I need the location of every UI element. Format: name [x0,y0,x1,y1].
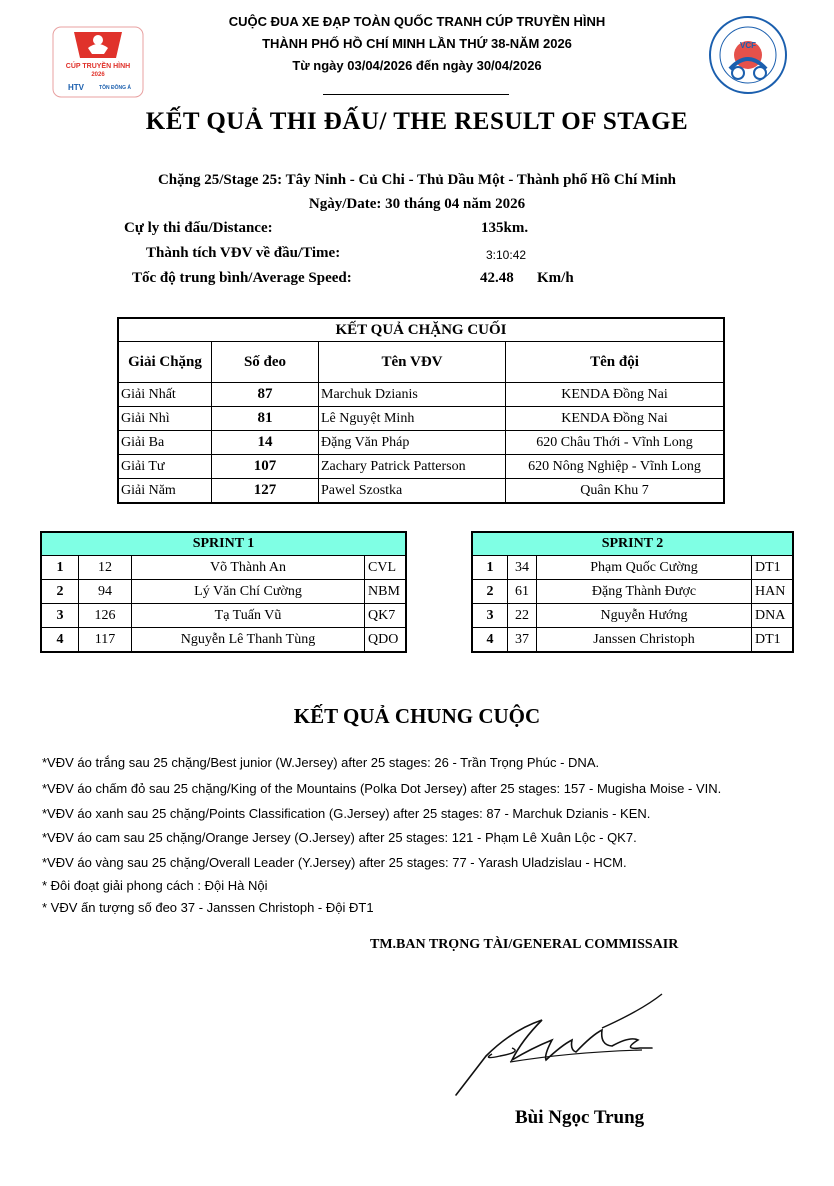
handwritten-signature [452,990,677,1100]
logo-text-htv: HTV [68,83,84,92]
bib-cell: 34 [508,556,537,580]
sprint-2-title: SPRINT 2 [472,532,793,556]
rider-cell: Đặng Văn Pháp [319,431,506,455]
rider-cell: Tạ Tuấn Vũ [132,604,365,628]
bib-cell: 81 [212,407,319,431]
stage-date: Ngày/Date: 30 tháng 04 năm 2026 [308,196,526,212]
team-cell: KENDA Đồng Nai [506,407,725,431]
prize-cell: Giải Ba [118,431,212,455]
rider-cell: Võ Thành An [132,556,365,580]
note-impressive-rider: * VĐV ấn tượng số đeo 37 - Janssen Christoph - Đội ĐT1 [42,900,374,915]
rider-cell: Pawel Szostka [319,479,506,504]
sprint-1-title: SPRINT 1 [41,532,406,556]
team-cell: KENDA Đồng Nai [506,383,725,407]
rank-cell: 4 [472,628,508,653]
bib-cell: 126 [79,604,132,628]
rider-cell: Nguyễn Hướng [537,604,752,628]
table-row [118,479,724,504]
rider-cell: Đặng Thành Được [537,580,752,604]
prize-cell: Giải Nhì [118,407,212,431]
prize-cell: Giải Nhất [118,383,212,407]
table-row [118,383,724,407]
table-row [41,556,406,580]
rank-cell: 1 [472,556,508,580]
rider-cell: Phạm Quốc Cường [537,556,752,580]
header-rider: Tên VĐV [319,342,506,383]
note-best-junior: *VĐV áo trắng sau 25 chặng/Best junior (W.Jersey) after 25 stages: 26 - Trần Trọng Phúc - DNA. [42,755,600,770]
table-row [472,556,793,580]
table-row [118,407,724,431]
bib-cell: 61 [508,580,537,604]
header-line-2: THÀNH PHỐ HỒ CHÍ MINH LẦN THỨ 38-NĂM 2026 [262,36,572,51]
table-row [41,604,406,628]
bib-cell: 94 [79,580,132,604]
rider-cell: Janssen Christoph [537,628,752,653]
distance-value: 135km. [481,220,529,236]
team-code-cell: CVL [365,556,407,580]
team-code-cell: DT1 [752,628,794,653]
table-row [472,580,793,604]
rank-cell: 2 [41,580,79,604]
bib-cell: 117 [79,628,132,653]
team-code-cell: NBM [365,580,407,604]
note-king-of-mountains: *VĐV áo chấm đỏ sau 25 chặng/King of the Mountains (Polka Dot Jersey) after 25 stages: 157 - Mugisha Moise - VIN. [42,781,722,796]
team-cell: Quân Khu 7 [506,479,725,504]
bib-cell: 87 [212,383,319,407]
team-code-cell: DT1 [752,556,794,580]
logo-text-year: 2026 [91,72,105,78]
note-overall-leader: *VĐV áo vàng sau 25 chặng/Overall Leader (Y.Jersey) after 25 stages: 77 - Yarash Uladzislau - HCM. [42,855,627,870]
prize-cell: Giải Tư [118,455,212,479]
header-divider [323,94,509,95]
note-style-team: * Đôi đoạt giải phong cách : Đội Hà Nội [42,878,268,893]
time-label: Thành tích VĐV về đầu/Time: [146,245,341,261]
rider-cell: Zachary Patrick Patterson [319,455,506,479]
speed-label: Tốc độ trung bình/Average Speed: [132,270,352,286]
sprint-1-table [40,531,407,653]
bib-cell: 127 [212,479,319,504]
stage-name: Chặng 25/Stage 25: Tây Ninh - Củ Chi - Thủ Dầu Một - Thành phố Hồ Chí Minh [157,172,677,188]
header-bib: Số đeo [212,342,319,383]
rank-cell: 3 [472,604,508,628]
rider-cell: Nguyễn Lê Thanh Tùng [132,628,365,653]
team-code-cell: QK7 [365,604,407,628]
rank-cell: 1 [41,556,79,580]
header-team: Tên đội [506,342,725,383]
bib-cell: 12 [79,556,132,580]
logo-text-sponsor: TÔN ĐÔNG Á [99,85,131,91]
table-row [41,628,406,653]
rank-cell: 4 [41,628,79,653]
sprint-2-table [471,531,794,653]
speed-unit: Km/h [537,270,574,286]
logo-text-vcf: VCF [740,41,756,50]
commissaire-label: TM.BAN TRỌNG TÀI/GENERAL COMMISSAIR [370,937,679,952]
rank-cell: 2 [472,580,508,604]
table-row [118,431,724,455]
final-results-title: KẾT QUẢ CHUNG CUỘC [293,704,541,728]
stage-results-table [117,317,725,504]
vcf-federation-logo [708,15,788,95]
table-row [41,580,406,604]
table-row [472,604,793,628]
logo-text-cup: CÚP TRUYỀN HÌNH [65,63,131,70]
signer-name: Bùi Ngọc Trung [515,1107,645,1128]
prize-cell: Giải Năm [118,479,212,504]
bib-cell: 107 [212,455,319,479]
results-caption: KẾT QUẢ CHẶNG CUỐI [118,318,724,342]
team-cell: 620 Châu Thới - Vĩnh Long [506,431,725,455]
rank-cell: 3 [41,604,79,628]
time-value: 3:10:42 [486,248,527,262]
team-code-cell: QDO [365,628,407,653]
team-cell: 620 Nông Nghiệp - Vĩnh Long [506,455,725,479]
header-line-3: Từ ngày 03/04/2026 đến ngày 30/04/2026 [292,58,542,73]
tv-cup-logo [52,26,144,98]
rider-cell: Lý Văn Chí Cường [132,580,365,604]
note-orange-jersey: *VĐV áo cam sau 25 chặng/Orange Jersey (O.Jersey) after 25 stages: 121 - Phạm Lê Xuân Lộc - QK7. [42,830,637,845]
bib-cell: 14 [212,431,319,455]
page-title: KẾT QUẢ THI ĐẤU/ THE RESULT OF STAGE [145,108,689,135]
bib-cell: 22 [508,604,537,628]
header-line-1: CUỘC ĐUA XE ĐẠP TOÀN QUỐC TRANH CÚP TRUYỀN HÌNH [228,14,606,29]
table-row [118,455,724,479]
note-points-classification: *VĐV áo xanh sau 25 chặng/Points Classification (G.Jersey) after 25 stages: 87 - Marchuk Dzianis - KEN. [42,806,651,821]
bib-cell: 37 [508,628,537,653]
team-code-cell: DNA [752,604,794,628]
speed-value: 42.48 [480,270,514,286]
table-row [472,628,793,653]
team-code-cell: HAN [752,580,794,604]
distance-label: Cự ly thi đấu/Distance: [124,220,273,236]
header-prize: Giải Chặng [118,342,212,383]
results-header-row [118,342,724,383]
rider-cell: Marchuk Dzianis [319,383,506,407]
rider-cell: Lê Nguyệt Minh [319,407,506,431]
